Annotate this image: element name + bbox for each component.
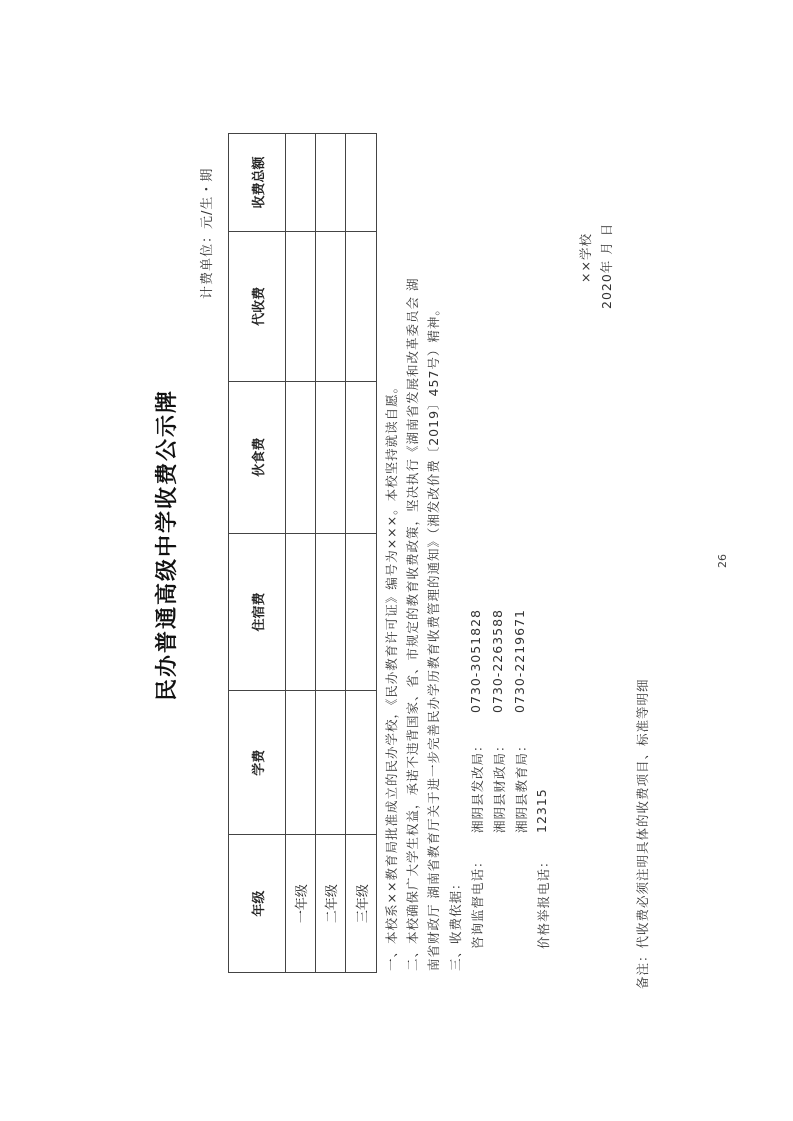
note-line-1: 一、本校系××教育局批准成立的民办学校，《民办教育许可证》编号为×××。本校坚持就读自愿。 [384, 379, 399, 971]
table-row [346, 134, 377, 973]
table-cell [346, 533, 377, 691]
table-cell [316, 691, 346, 835]
footnote: 备注：代收费必须注明具体的收费项目、标准等明细 [635, 678, 650, 989]
contact-phone: 0730-3051828 [468, 609, 483, 713]
table-cell [286, 381, 316, 533]
table-cell [286, 533, 316, 691]
page-title: 民办普通高级中学收费公示牌 [155, 388, 180, 701]
header-collected-fees: 代收费 [229, 231, 286, 381]
unit-label: 计费单位：元/生・期 [200, 167, 215, 299]
table-row [316, 134, 346, 973]
contact-name: 湘阴县发改局： [470, 738, 485, 833]
report-phone: 12315 [534, 788, 549, 833]
table-cell [316, 533, 346, 691]
grade-cell: 三年级 [346, 835, 377, 973]
contact-name: 湘阴县教育局： [514, 738, 529, 833]
table-cell [286, 134, 316, 232]
table-row [286, 134, 316, 973]
table-cell [316, 134, 346, 232]
grade-cell: 一年级 [286, 835, 316, 973]
table-cell [316, 381, 346, 533]
header-grade: 年级 [229, 835, 286, 973]
contact-name: 湘阴县财政局： [492, 738, 507, 833]
table-cell [286, 231, 316, 381]
table-cell [346, 231, 377, 381]
header-meals: 伙食费 [229, 381, 286, 533]
grade-cell: 二年级 [316, 835, 346, 973]
contact-phone: 0730-2263588 [490, 609, 505, 713]
signature-date: 2020年 月 日 [599, 222, 614, 309]
page-number: 26 [716, 554, 729, 568]
note-line-3: 南省财政厅 湖南省教育厅关于进一步完善民办学历教育收费管理的通知》（湘发改价费〔2019〕457号）精神。 [426, 302, 441, 971]
table-cell [346, 134, 377, 232]
table-cell [316, 231, 346, 381]
table-cell [346, 691, 377, 835]
report-label: 价格举报电话： [536, 854, 551, 949]
header-tuition: 学费 [229, 691, 286, 835]
table-cell [346, 381, 377, 533]
school-name: ××学校 [578, 233, 593, 283]
header-accommodation: 住宿费 [229, 533, 286, 691]
table-cell [286, 691, 316, 835]
fee-table [228, 133, 377, 973]
table-header-row [229, 134, 286, 973]
note-line-4: 三、收费依据： [448, 876, 463, 971]
consult-label: 咨询监督电话： [470, 854, 485, 949]
contact-phone: 0730-2219671 [512, 609, 527, 713]
header-total: 收费总额 [229, 134, 286, 232]
note-line-2: 二、本校确保广大学生权益，承诺不违背国家、省、市规定的教育收费政策，坚决执行《湖南省发展和改革委员会 湖 [405, 277, 420, 971]
